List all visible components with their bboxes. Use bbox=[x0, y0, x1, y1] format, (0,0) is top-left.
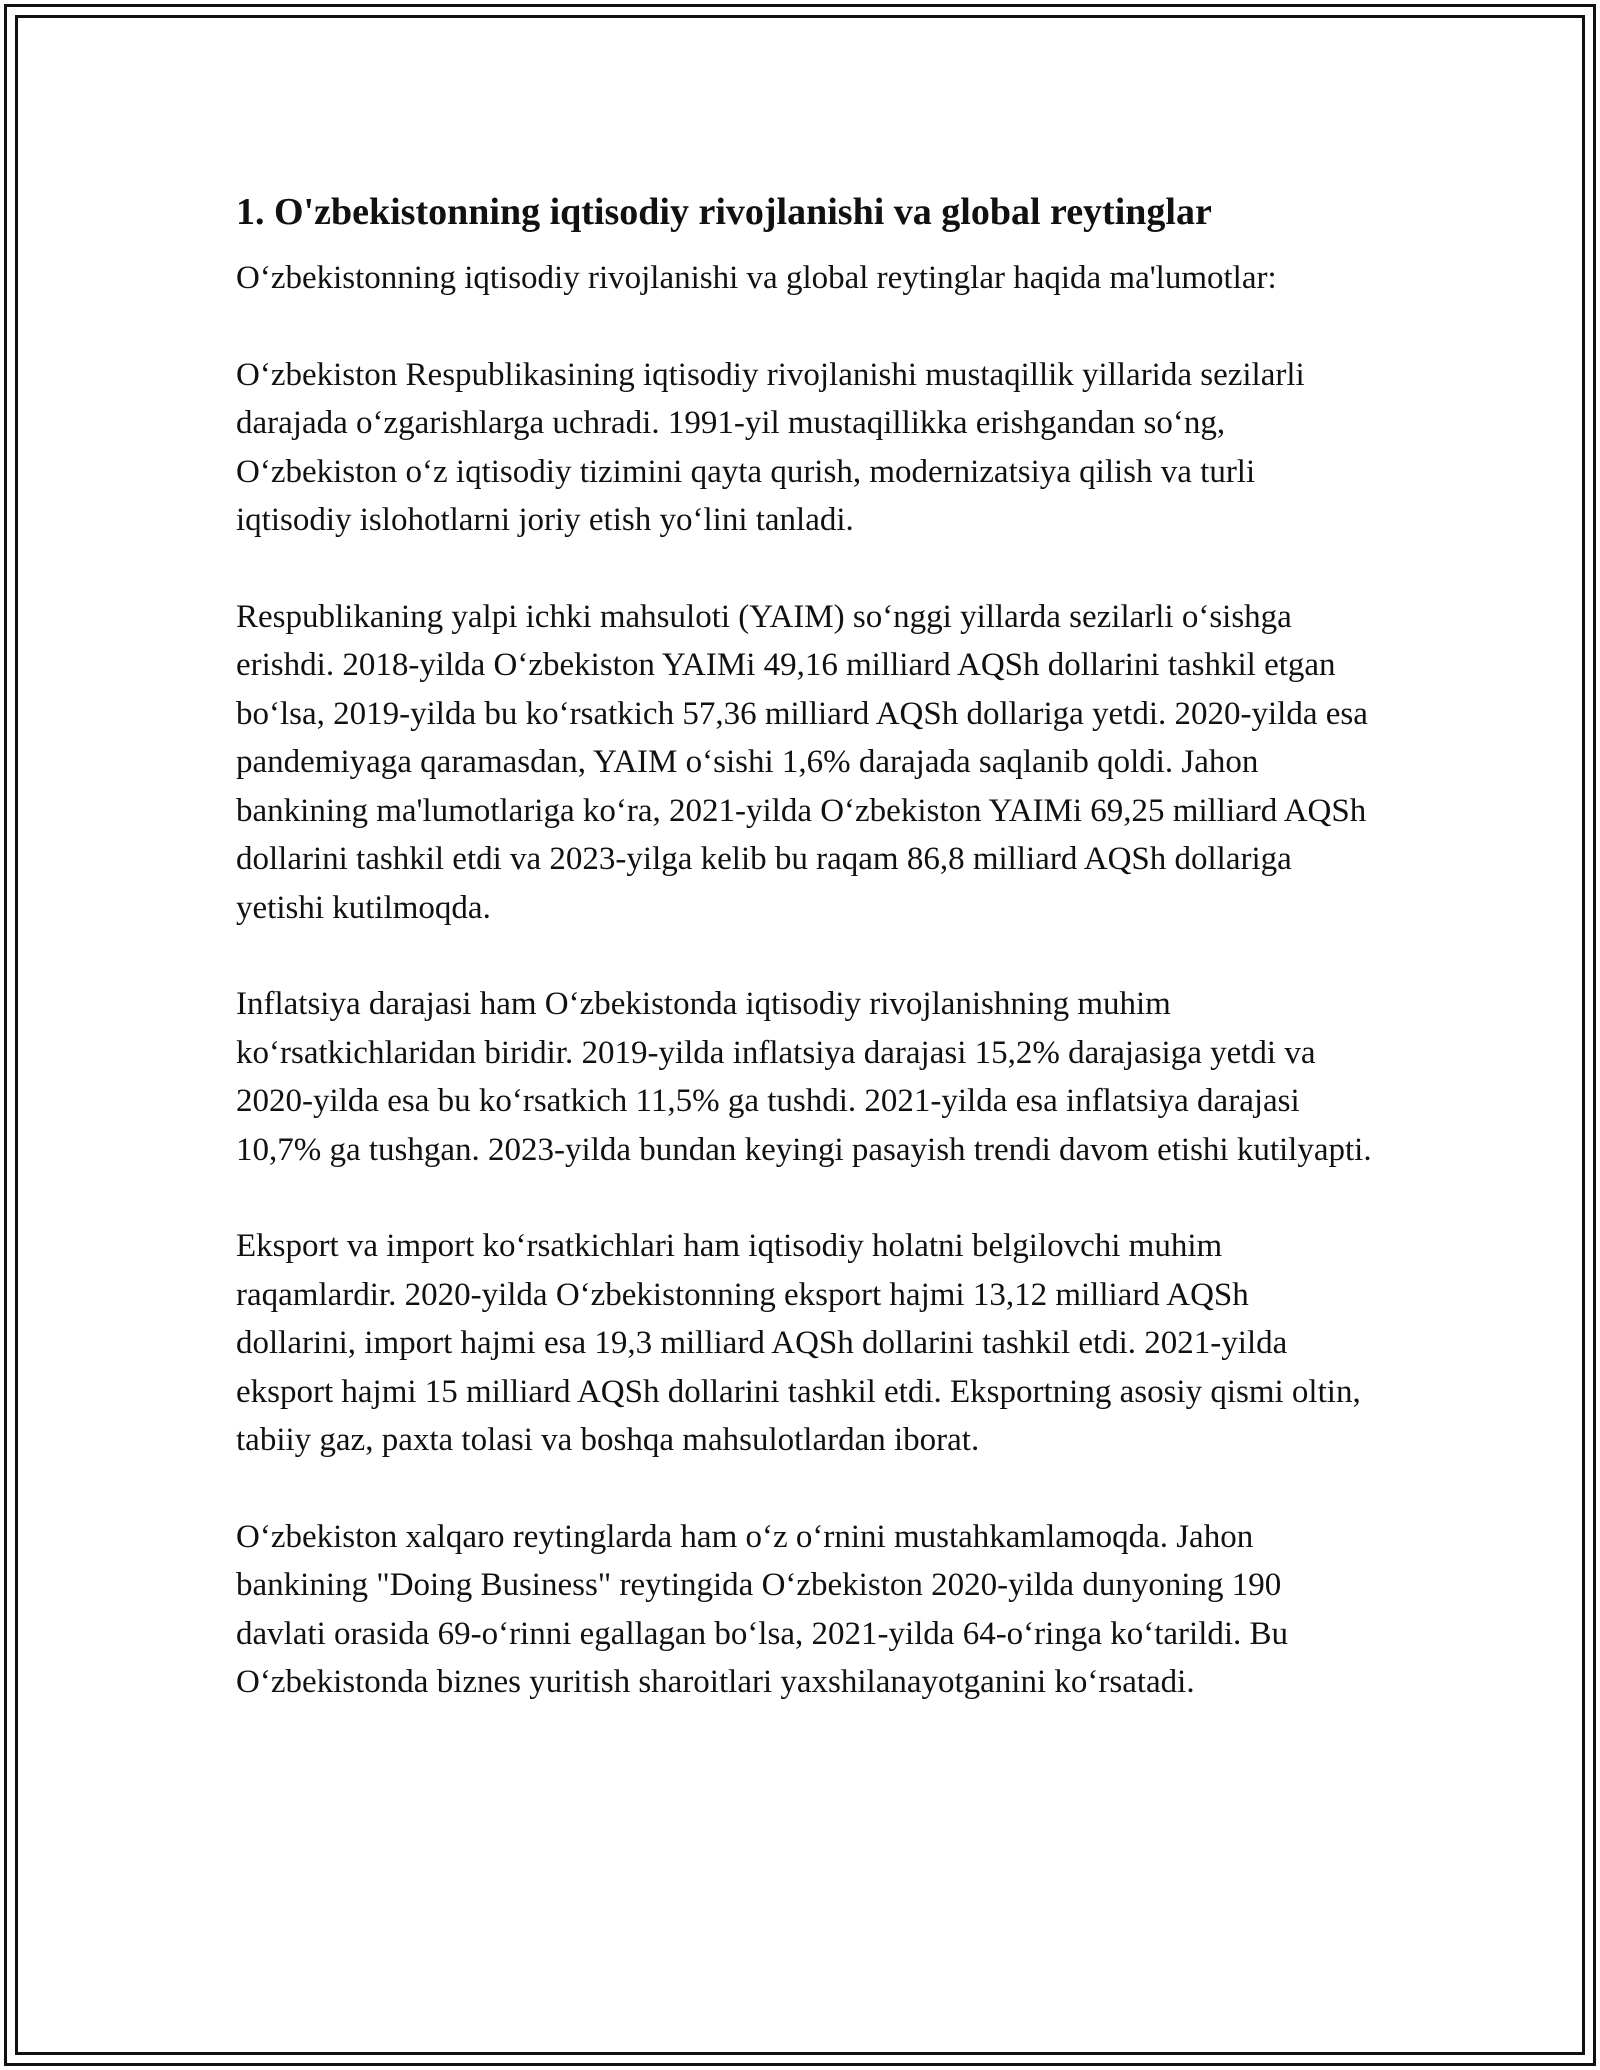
gdp-paragraph: Respublikaning yalpi ichki mahsuloti (YAIM) so‘nggi yillarda sezilarli o‘sishga erishdi. 2018-yilda O‘zbekiston YAIMi 49,16 milliard AQSh dollarini tashkil etgan bo‘lsa, 2019-yilda bu ko‘rsatkich 57,36 milliard AQSh dollariga yetdi. 2020-yilda esa pandemiyaga qaramasdan, YAIM o‘sishi 1,6% darajada saqlanib qoldi. Jahon bankining ma'lumotlariga ko‘ra, 2021-yilda O‘zbekiston YAIMi 69,25 milliard AQSh dollarini tashkil etdi va 2023-yilga kelib bu raqam 86,8 milliard AQSh dollariga yetishi kutilmoqda. bbox=[236, 598, 1368, 926]
document-body bbox=[236, 186, 1376, 1755]
inflation-paragraph: Inflatsiya darajasi ham O‘zbekistonda iqtisodiy rivojlanishning muhim ko‘rsatkichlaridan biridir. 2019-yilda inflatsiya darajasi 15,2% darajasiga yetdi va 2020-yilda esa bu ko‘rsatkich 11,5% ga tushdi. 2021-yilda esa inflatsiya darajasi 10,7% ga tushgan. 2023-yilda bundan keyingi pasayish trendi davom etishi kutilyapti. bbox=[236, 986, 1372, 1168]
rankings-paragraph: O‘zbekiston xalqaro reytinglarda ham o‘z o‘rnini mustahkamlamoqda. Jahon bankining "Doing Business" reytingida O‘zbekiston 2020-yilda dunyoning 190 davlati orasida 69-o‘rinni egallagan bo‘lsa, 2021-yilda 64-o‘ringa ko‘tarildi. Bu O‘zbekistonda biznes yuritish sharoitlari yaxshilanayotganini ko‘rsatadi. bbox=[236, 1518, 1289, 1700]
independence-paragraph: O‘zbekiston Respublikasining iqtisodiy rivojlanishi mustaqillik yillarida sezilarli darajada o‘zgarishlarga uchradi. 1991-yil mustaqillikka erishgandan so‘ng, O‘zbekiston o‘z iqtisodiy tizimini qayta qurish, modernizatsiya qilish va turli iqtisodiy islohotlarni joriy etish yo‘lini tanladi. bbox=[236, 356, 1305, 538]
page-title: 1. O'zbekistonning iqtisodiy rivojlanishi va global reytinglar bbox=[236, 191, 1212, 233]
intro-paragraph: O‘zbekistonning iqtisodiy rivojlanishi va global reytinglar haqida ma'lumotlar: bbox=[236, 260, 1277, 296]
export-import-paragraph: Eksport va import ko‘rsatkichlari ham iqtisodiy holatni belgilovchi muhim raqamlardir. 2020-yilda O‘zbekistonning eksport hajmi 13,12 milliard AQSh dollarini, import hajmi esa 19,3 milliard AQSh dollarini tashkil etdi. 2021-yilda eksport hajmi 15 milliard AQSh dollarini tashkil etdi. Eksportning asosiy qismi oltin, tabiiy gaz, paxta tolasi va boshqa mahsulotlardan iborat. bbox=[236, 1228, 1361, 1458]
